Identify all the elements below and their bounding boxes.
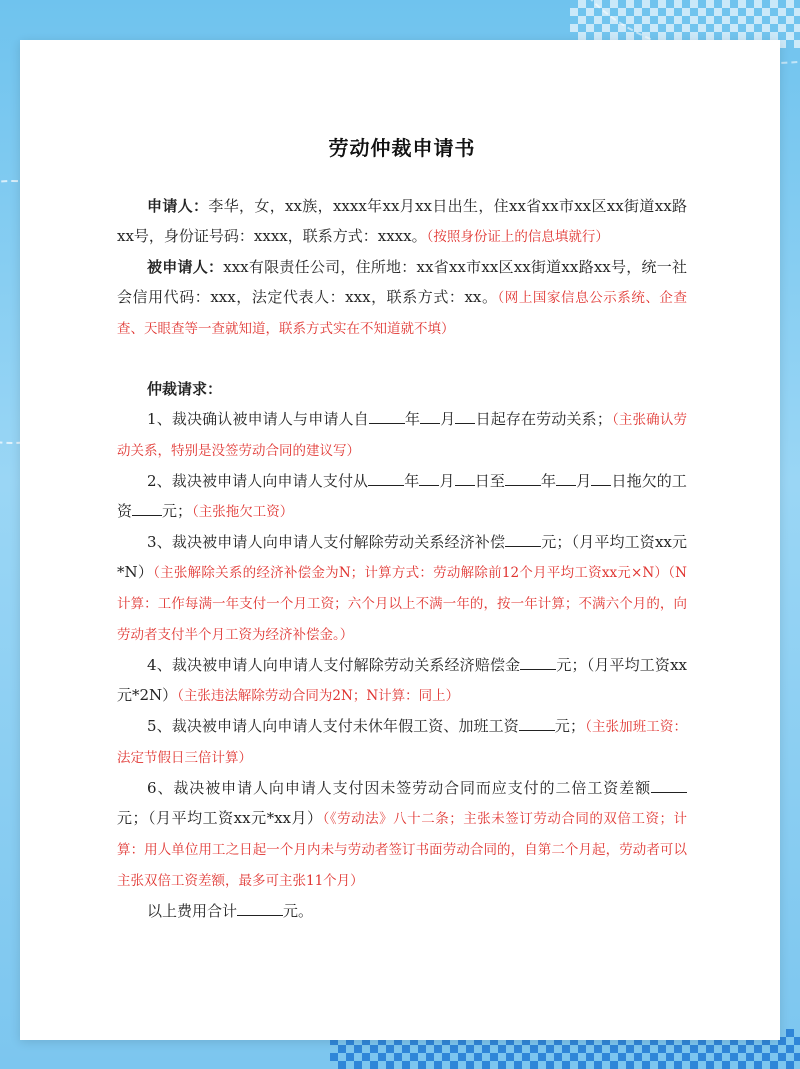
blank-field	[455, 406, 475, 424]
blank-field	[368, 468, 404, 486]
claim-note: （主张确认劳动关系，特别是没签劳动合同的建议写）	[117, 412, 687, 459]
blank-field	[651, 775, 687, 793]
claim-item-6: 6、裁决被申请人向申请人支付因未签劳动合同而应支付的二倍工资差额元；（月平均工资xx元*xx月）（《劳动法》八十二条；主张未签订劳动合同的双倍工资；计算：用人单位用工之日起一个月内未与劳动者签订书面劳动合同的，自第二个月起，劳动者可以主张双倍工资差额，最多可主张11个月）	[117, 773, 687, 896]
document-content	[117, 92, 687, 926]
document-title: 劳动仲裁申请书	[328, 136, 476, 160]
applicant-paragraph	[117, 191, 687, 252]
claim-item-3: 3、裁决被申请人向申请人支付解除劳动关系经济补偿 元；（月平均工资xx元*N）（主张解除关系的经济补偿金为N；计算方式：劳动解除前12个月平均工资xx元×N）（N计算：工作每满一年支付一个月工资；六个月以上不满一年的，按一年计算；不满六个月的，向劳动者支付半个月工资为经济补偿金。）	[117, 527, 687, 650]
blank-field	[519, 713, 555, 731]
total-line: 以上费用合计 元。	[117, 896, 687, 926]
claims-heading: 仲裁请求：	[147, 380, 223, 398]
blank-field	[369, 406, 405, 424]
respondent-note: （网上国家信息公示系统、企查查、天眼查等一查就知道，联系方式实在不知道就不填）	[117, 290, 687, 337]
blank-field	[237, 898, 283, 916]
claim-item-2: 2、裁决被申请人向申请人支付从 年 月 日至 年 月 日拖欠的工资 元；（主张拖欠工资）	[117, 466, 687, 527]
claim-note: （主张拖欠工资）	[192, 504, 294, 520]
blank-field	[419, 468, 439, 486]
claim-item-4: 4、裁决被申请人向申请人支付解除劳动关系经济赔偿金 元；（月平均工资xx元*2N）（主张违法解除劳动合同为2N；N计算：同上）	[117, 650, 687, 711]
blank-field	[591, 468, 611, 486]
blank-field	[132, 498, 162, 516]
applicant-text: 李华，女，xx族，xxxx年xx月xx日出生，住xx省xx市xx区xx街道xx路xx号，身份证号码：xxxx，联系方式：xxxx。	[117, 197, 687, 245]
claim-note: （主张违法解除劳动合同为2N；N计算：同上）	[177, 688, 460, 704]
applicant-label: 申请人：	[147, 197, 209, 215]
respondent-label: 被申请人：	[147, 258, 224, 276]
blank-field	[556, 468, 576, 486]
claim-note: （《劳动法》八十二条；主张未签订劳动合同的双倍工资；计算：用人单位用工之日起一个月内未与劳动者签订书面劳动合同的，自第二个月起，劳动者可以主张双倍工资差额，最多可主张11个月）	[117, 811, 687, 889]
claim-note: （主张解除关系的经济补偿金为N；计算方式：劳动解除前12个月平均工资xx元×N）（N计算：工作每满一年支付一个月工资；六个月以上不满一年的，按一年计算；不满六个月的，向劳动者支付半个月工资为经济补偿金。）	[117, 565, 687, 643]
blank-field	[420, 406, 440, 424]
claim-note: （主张加班工资：法定节假日三倍计算）	[117, 719, 687, 766]
respondent-text: xxx有限责任公司，住所地：xx省xx市xx区xx街道xx路xx号，统一社会信用代码：xxx，法定代表人：xxx，联系方式：xx。	[117, 258, 687, 306]
respondent-paragraph	[117, 252, 687, 344]
applicant-note: （按照身份证上的信息填就行）	[426, 229, 609, 245]
blank-field	[505, 529, 541, 547]
claim-item-5: 5、裁决被申请人向申请人支付未休年假工资、加班工资 元；（主张加班工资：法定节假日三倍计算）	[117, 711, 687, 773]
blank-field	[505, 468, 541, 486]
blank-field	[455, 468, 475, 486]
claim-item-1: 1、裁决确认被申请人与申请人自 年 月 日起存在劳动关系；（主张确认劳动关系，特别是没签劳动合同的建议写）	[117, 404, 687, 466]
blank-field	[520, 652, 556, 670]
